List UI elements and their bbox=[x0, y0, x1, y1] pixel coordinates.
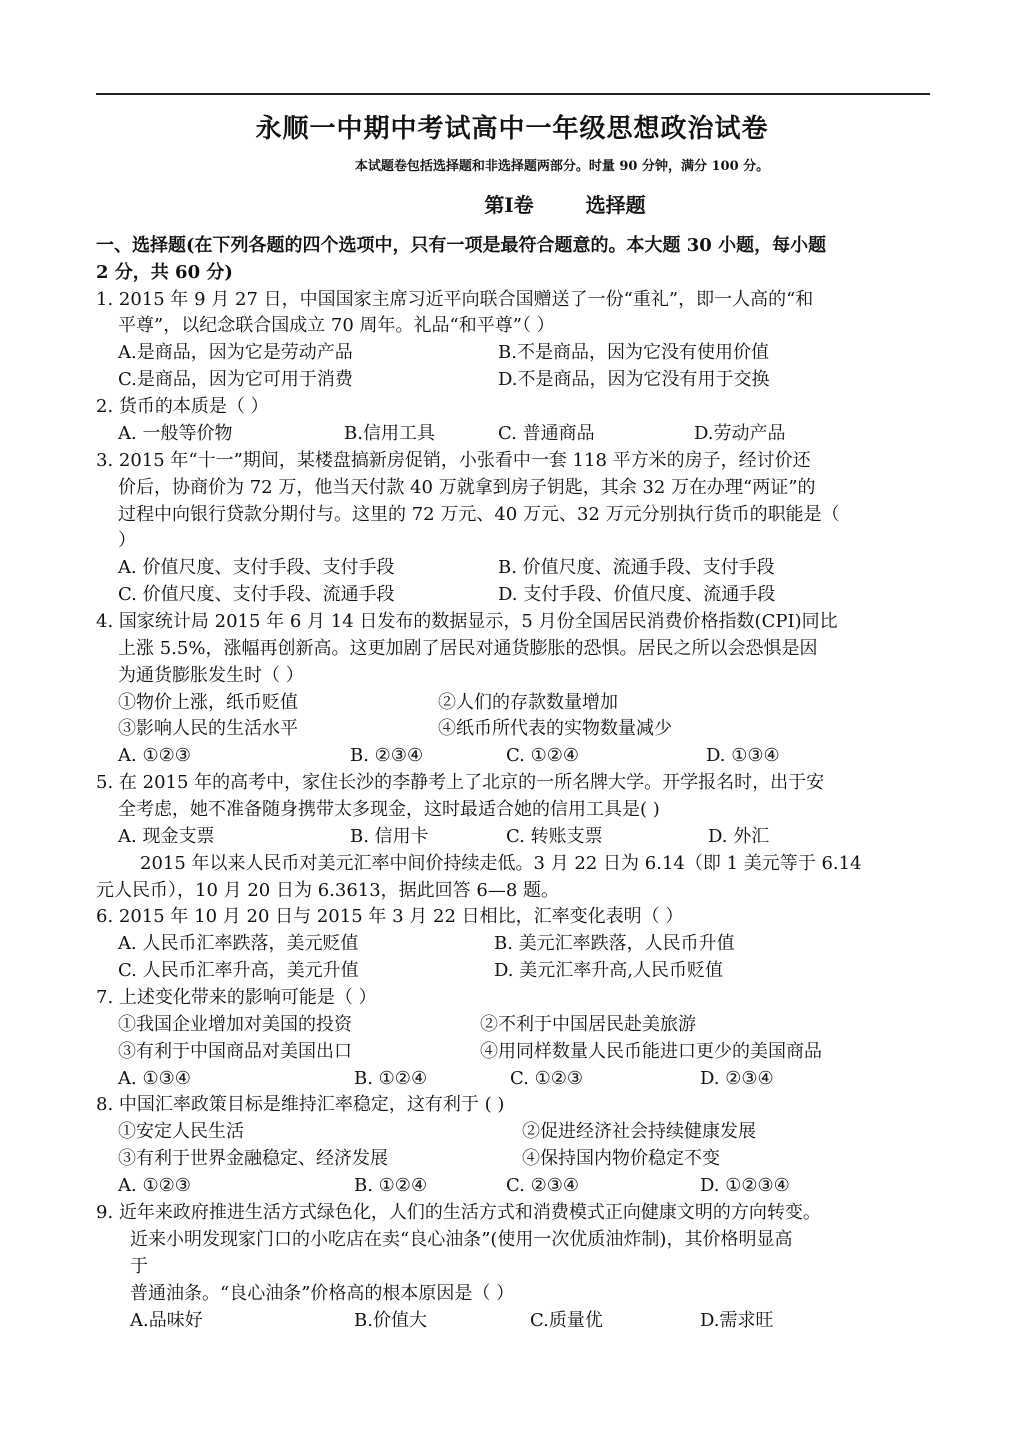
q3-stem-4: ） bbox=[118, 530, 136, 551]
q8-statement-3: ③有利于世界金融稳定、经济发展 bbox=[118, 1148, 388, 1169]
q2-stem: 2. 货币的本质是（ ） bbox=[96, 396, 269, 417]
q9-option-b: B.价值大 bbox=[354, 1310, 427, 1331]
q1-stem-1: 1. 2015 年 9 月 27 日，中国国家主席习近平向联合国赠送了一份“重礼”，即一人高的“和 bbox=[96, 289, 814, 310]
section-left: 第Ⅰ卷 bbox=[484, 193, 534, 217]
q4-option-b: B. ②③④ bbox=[350, 745, 424, 766]
q3-stem-2: 价后，协商价为 72 万，他当天付款 40 万就拿到房子钥匙，其余 32 万在办理“两证”的 bbox=[118, 477, 816, 498]
q9-option-d: D.需求旺 bbox=[700, 1310, 774, 1331]
q7-option-a: A. ①③④ bbox=[118, 1068, 191, 1089]
q2-option-a: A. 一般等价物 bbox=[118, 423, 233, 444]
section-heading bbox=[0, 189, 1024, 218]
q1-option-b: B.不是商品，因为它没有使用价值 bbox=[498, 342, 769, 363]
q8-option-b: B. ①②④ bbox=[354, 1175, 428, 1196]
q8-stem: 8. 中国汇率政策目标是维持汇率稳定，这有利于 ( ) bbox=[96, 1094, 505, 1115]
q9-option-c: C.质量优 bbox=[530, 1310, 603, 1331]
q4-option-d: D. ①③④ bbox=[706, 745, 780, 766]
q1-option-a: A.是商品，因为它是劳动产品 bbox=[118, 342, 353, 363]
q1-option-c: C.是商品，因为它可用于消费 bbox=[118, 369, 353, 390]
q5-option-b: B. 信用卡 bbox=[350, 826, 429, 847]
q6-option-d: D. 美元汇率升高,人民币贬值 bbox=[494, 960, 723, 981]
q9-stem-2: 近来小明发现家门口的小吃店在卖“良心油条”(使用一次优质油炸制)，其价格明显高 bbox=[130, 1229, 793, 1250]
q7-statement-4: ④用同样数量人民币能进口更少的美国商品 bbox=[480, 1041, 822, 1062]
q5-option-c: C. 转账支票 bbox=[506, 826, 603, 847]
q3-option-a: A. 价值尺度、支付手段、支付手段 bbox=[118, 557, 395, 578]
q9-stem-1: 9. 近年来政府推进生活方式绿色化，人们的生活方式和消费模式正向健康文明的方向转变。 bbox=[96, 1202, 821, 1223]
q9-stem-4: 普通油条。“良心油条”价格高的根本原因是（ ） bbox=[130, 1283, 515, 1304]
q4-statement-1: ①物价上涨，纸币贬值 bbox=[118, 692, 298, 713]
q8-statement-2: ②促进经济社会持续健康发展 bbox=[522, 1121, 756, 1142]
q7-statement-3: ③有利于中国商品对美国出口 bbox=[118, 1041, 352, 1062]
passage-line-2: 元人民币），10 月 20 日为 6.3613，据此回答 6—8 题。 bbox=[96, 880, 560, 901]
q7-option-b: B. ①②④ bbox=[354, 1068, 428, 1089]
q7-statement-1: ①我国企业增加对美国的投资 bbox=[118, 1014, 352, 1035]
q2-option-b: B.信用工具 bbox=[344, 423, 435, 444]
q8-statement-4: ④保持国内物价稳定不变 bbox=[522, 1148, 720, 1169]
q4-statement-4: ④纸币所代表的实物数量减少 bbox=[438, 718, 672, 739]
q4-option-c: C. ①②④ bbox=[506, 745, 579, 766]
q4-stem-1: 4. 国家统计局 2015 年 6 月 14 日发布的数据显示，5 月份全国居民消费价格指数(CPI)同比 bbox=[96, 611, 838, 632]
q2-option-c: C. 普通商品 bbox=[498, 423, 595, 444]
q7-option-c: C. ①②③ bbox=[510, 1068, 583, 1089]
q5-stem-1: 5. 在 2015 年的高考中，家住长沙的李静考上了北京的一所名牌大学。开学报名时，出于安 bbox=[96, 772, 825, 793]
q6-stem: 6. 2015 年 10 月 20 日与 2015 年 3 月 22 日相比，汇率变化表明（ ） bbox=[96, 906, 684, 927]
q6-option-b: B. 美元汇率跌落，人民币升值 bbox=[494, 933, 735, 954]
q7-stem: 7. 上述变化带来的影响可能是（ ） bbox=[96, 987, 377, 1008]
page-title: 永顺一中期中考试高中一年级思想政治试卷 bbox=[255, 114, 769, 144]
q4-option-a: A. ①②③ bbox=[118, 745, 191, 766]
q9-option-a: A.品味好 bbox=[130, 1310, 203, 1331]
q1-stem-2: 平尊”，以纪念联合国成立 70 周年。礼品“和平尊”（ ） bbox=[118, 315, 555, 336]
q7-statement-2: ②不利于中国居民赴美旅游 bbox=[480, 1014, 696, 1035]
passage-line-1: 2015 年以来人民币对美元汇率中间价持续走低。3 月 22 日为 6.14（即 1 美元等于 6.14 bbox=[140, 853, 862, 874]
instructions-line-1: 一、选择题(在下列各题的四个选项中，只有一项是最符合题意的。本大题 30 小题，每小题 bbox=[96, 235, 827, 256]
section-right: 选择题 bbox=[585, 193, 646, 217]
q1-option-d: D.不是商品，因为它没有用于交换 bbox=[498, 369, 770, 390]
q4-statement-2: ②人们的存款数量增加 bbox=[438, 692, 618, 713]
q8-option-c: C. ②③④ bbox=[506, 1175, 579, 1196]
q6-option-a: A. 人民币汇率跌落，美元贬值 bbox=[118, 933, 359, 954]
q2-option-d: D.劳动产品 bbox=[694, 423, 786, 444]
q4-statement-3: ③影响人民的生活水平 bbox=[118, 718, 298, 739]
q5-option-d: D. 外汇 bbox=[708, 826, 770, 847]
page-subtitle: 本试题卷包括选择题和非选择题两部分。时量 90 分钟，满分 100 分。 bbox=[354, 159, 770, 174]
q3-option-c: C. 价值尺度、支付手段、流通手段 bbox=[118, 584, 395, 605]
q4-stem-2: 上涨 5.5%，涨幅再创新高。这更加剧了居民对通货膨胀的恐惧。居民之所以会恐惧是因 bbox=[118, 638, 818, 659]
q3-option-b: B. 价值尺度、流通手段、支付手段 bbox=[498, 557, 775, 578]
q5-option-a: A. 现金支票 bbox=[118, 826, 215, 847]
q9-stem-3: 于 bbox=[130, 1256, 148, 1277]
q8-option-d: D. ①②③④ bbox=[700, 1175, 790, 1196]
q7-option-d: D. ②③④ bbox=[700, 1068, 774, 1089]
q3-option-d: D. 支付手段、价值尺度、流通手段 bbox=[498, 584, 776, 605]
q6-option-c: C. 人民币汇率升高，美元升值 bbox=[118, 960, 359, 981]
q8-option-a: A. ①②③ bbox=[118, 1175, 191, 1196]
q3-stem-1: 3. 2015 年“十一”期间，某楼盘搞新房促销，小张看中一套 118 平方米的房子，经讨价还 bbox=[96, 450, 811, 471]
top-rule bbox=[96, 93, 930, 95]
q3-stem-3: 过程中向银行贷款分期付与。这里的 72 万元、40 万元、32 万元分别执行货币的职能是（ bbox=[118, 504, 840, 525]
q8-statement-1: ①安定人民生活 bbox=[118, 1121, 244, 1142]
q5-stem-2: 全考虑，她不准备随身携带太多现金，这时最适合她的信用工具是( ) bbox=[118, 799, 660, 820]
q4-stem-3: 为通货膨胀发生时（ ） bbox=[118, 665, 304, 686]
instructions-line-2: 2 分，共 60 分) bbox=[96, 262, 233, 283]
